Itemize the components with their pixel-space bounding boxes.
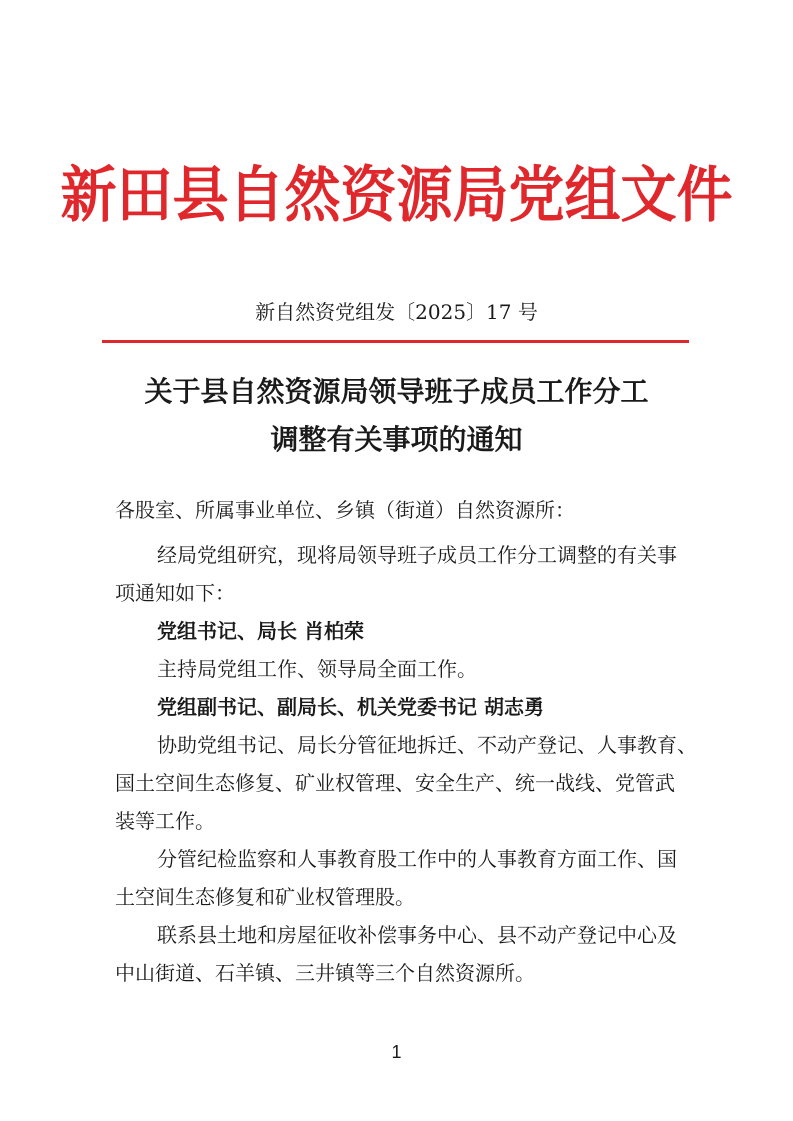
notice-title-line-2: 调整有关事项的通知	[270, 423, 523, 456]
intro-text-line-2: 项通知如下：	[115, 581, 235, 605]
leader-1-duty: 主持局党组工作、领导局全面工作。	[157, 657, 477, 681]
leader-2-heading: 党组副书记、副局长、机关党委书记 胡志勇	[157, 695, 544, 719]
leader-2-supervise-line-2: 土空间生态修复和矿业权管理股。	[115, 885, 415, 909]
leader-2-duty-line-1: 协助党组书记、局长分管征地拆迁、不动产登记、人事教育、	[157, 733, 697, 757]
leader-2-supervise-line-1: 分管纪检监察和人事教育股工作中的人事教育方面工作、国	[157, 847, 677, 871]
leader-2-duty-line-2: 国土空间生态修复、矿业权管理、安全生产、统一战线、党管武	[115, 771, 675, 795]
leader-2-liaison-line-1: 联系县土地和房屋征收补偿事务中心、县不动产登记中心及	[157, 923, 677, 947]
document-red-header: 新田县自然资源局党组文件	[60, 160, 733, 231]
leader-2-liaison-line-2: 中山街道、石羊镇、三井镇等三个自然资源所。	[115, 961, 535, 985]
leader-2-duty-line-3: 装等工作。	[115, 809, 215, 833]
leader-1-heading: 党组书记、局长 肖柏荣	[157, 619, 364, 643]
notice-title-line-1: 关于县自然资源局领导班子成员工作分工	[144, 375, 649, 408]
page-number: 1	[391, 1042, 402, 1062]
addressee: 各股室、所属事业单位、乡镇（街道）自然资源所：	[115, 498, 575, 522]
document-number: 新自然资党组发〔2025〕17 号	[255, 300, 538, 324]
intro-text-line-1: 经局党组研究，现将局领导班子成员工作分工调整的有关事	[157, 543, 677, 567]
red-divider-line	[102, 340, 689, 343]
